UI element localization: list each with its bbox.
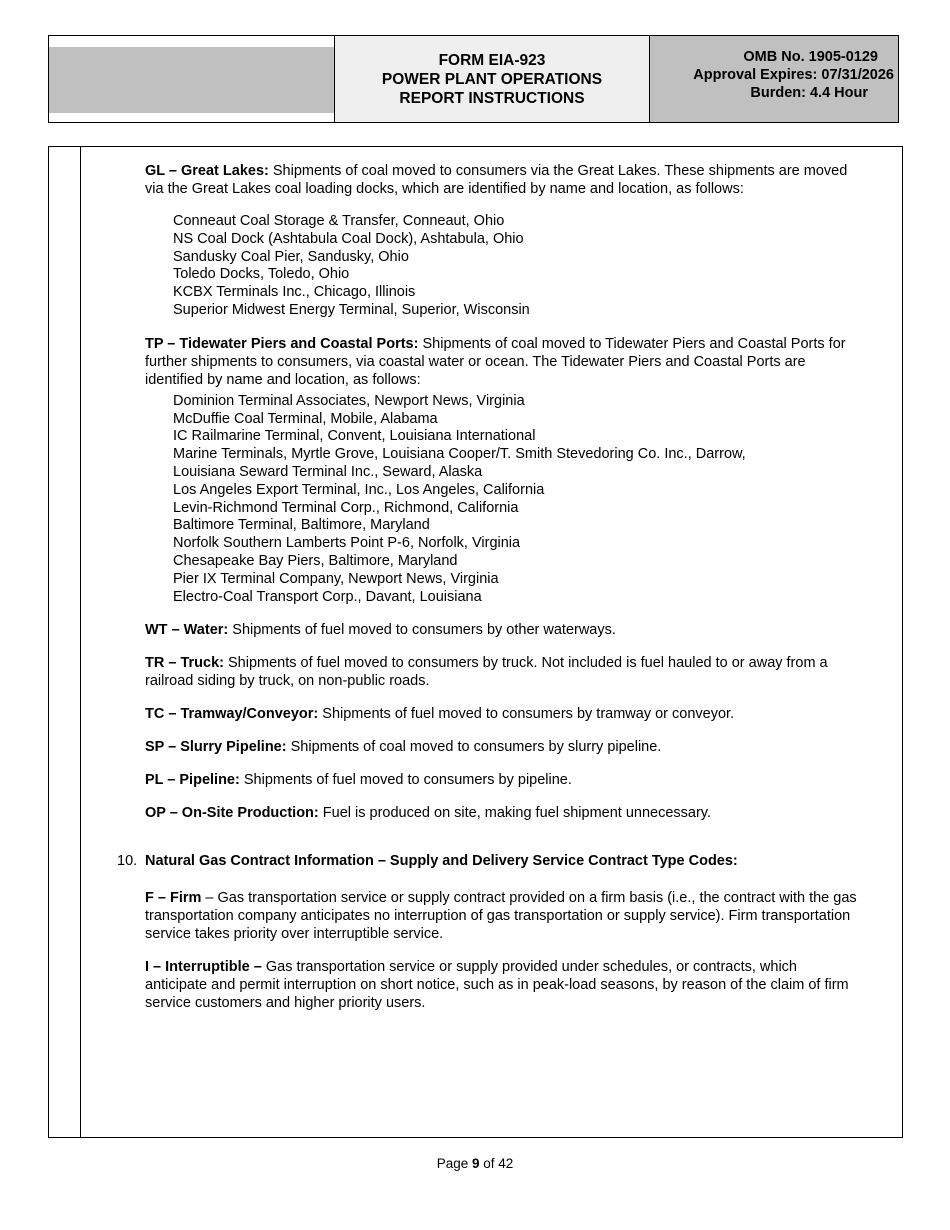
form-title bbox=[335, 36, 650, 122]
code-tc bbox=[145, 705, 857, 723]
code-firm-term: F – Firm bbox=[145, 890, 202, 907]
list-item: Sandusky Coal Pier, Sandusky, Ohio bbox=[173, 248, 409, 265]
form-title-line-2: POWER PLANT OPERATIONS bbox=[381, 70, 603, 88]
code-tc-text: Shipments of fuel moved to consumers by tramway or conveyor. bbox=[318, 706, 735, 723]
code-op-term: OP – On-Site Production: bbox=[145, 805, 319, 822]
code-pl bbox=[145, 771, 857, 789]
tidewater-piers-list bbox=[173, 393, 857, 607]
code-wt-text: Shipments of fuel moved to consumers by other waterways. bbox=[228, 622, 616, 639]
code-tp bbox=[145, 335, 857, 389]
list-item: McDuffie Coal Terminal, Mobile, Alabama bbox=[173, 410, 438, 427]
code-interruptible-term: I – Interruptible – bbox=[145, 959, 262, 976]
form-title-line-3: REPORT INSTRUCTIONS bbox=[399, 89, 585, 107]
omb-info bbox=[650, 36, 898, 122]
great-lakes-docks-list bbox=[173, 213, 857, 320]
code-wt-term: WT – Water: bbox=[145, 622, 229, 639]
code-gl-text: Shipments of coal moved to consumers via the Great Lakes. These shipments are moved via the Great Lakes coal loading docks, which are identified by name and location, as follows: bbox=[145, 163, 848, 197]
code-tr-text: Shipments of fuel moved to consumers by truck. Not included is fuel hauled to or away from a railroad siding by truck, on non-public roads. bbox=[145, 655, 828, 690]
list-item: Superior Midwest Energy Terminal, Superior, Wisconsin bbox=[173, 301, 530, 318]
list-item: Toledo Docks, Toledo, Ohio bbox=[173, 266, 350, 283]
header-grey-block bbox=[49, 47, 334, 113]
page-number: 9 bbox=[471, 1156, 480, 1171]
list-item: Levin-Richmond Terminal Corp., Richmond, California bbox=[173, 499, 519, 516]
code-sp bbox=[145, 738, 857, 756]
code-gl bbox=[145, 162, 857, 198]
code-tp-text: Shipments of coal moved to Tidewater Piers and Coastal Ports for further shipments to consumers, via coastal water or ocean. The Tidewater Piers and Coastal Ports are identified by name and location, as follows: bbox=[145, 335, 846, 388]
omb-number: OMB No. 1905-0129 bbox=[743, 49, 878, 65]
form-header bbox=[48, 35, 899, 123]
code-op bbox=[145, 804, 857, 822]
list-item: Chesapeake Bay Piers, Baltimore, Maryland bbox=[173, 552, 458, 569]
code-pl-text: Shipments of fuel moved to consumers by pipeline. bbox=[239, 772, 572, 789]
section-number: 10. bbox=[117, 853, 138, 870]
list-item: Marine Terminals, Myrtle Grove, Louisiana Cooper/T. Smith Stevedoring Co. Inc., Darrow, bbox=[173, 446, 746, 463]
list-item: KCBX Terminals Inc., Chicago, Illinois bbox=[173, 284, 416, 301]
list-item: Baltimore Terminal, Baltimore, Maryland bbox=[173, 517, 430, 534]
margin-rule bbox=[80, 147, 81, 1137]
code-firm bbox=[145, 889, 857, 943]
list-item: Dominion Terminal Associates, Newport News, Virginia bbox=[173, 392, 525, 409]
list-item: Pier IX Terminal Company, Newport News, Virginia bbox=[173, 570, 499, 587]
page-prefix: Page bbox=[436, 1156, 472, 1171]
code-firm-text: – Gas transportation service or supply contract provided on a firm basis (i.e., the contract with the gas transportation company anticipates no interruption of gas transportation or supply service). Firm transportation service takes priority over interruptible service. bbox=[145, 890, 857, 943]
code-wt bbox=[145, 621, 857, 639]
code-tp-term: TP – Tidewater Piers and Coastal Ports: bbox=[145, 335, 419, 352]
header-left-cell bbox=[49, 36, 335, 122]
list-item: Norfolk Southern Lamberts Point P-6, Norfolk, Virginia bbox=[173, 535, 521, 552]
list-item: Conneaut Coal Storage & Transfer, Conneaut, Ohio bbox=[173, 213, 505, 229]
code-tr-term: TR – Truck: bbox=[145, 655, 224, 672]
code-pl-term: PL – Pipeline: bbox=[145, 772, 240, 789]
code-gl-term: GL – Great Lakes: bbox=[145, 163, 269, 179]
code-tc-term: TC – Tramway/Conveyor: bbox=[145, 706, 319, 723]
page-total: 42 bbox=[498, 1156, 514, 1171]
code-sp-term: SP – Slurry Pipeline: bbox=[145, 739, 287, 756]
list-item: Electro-Coal Transport Corp., Davant, Louisiana bbox=[173, 588, 482, 605]
form-title-line-1: FORM EIA-923 bbox=[438, 51, 546, 69]
code-sp-text: Shipments of coal moved to consumers by slurry pipeline. bbox=[286, 739, 662, 756]
burden-hours: Burden: 4.4 Hour bbox=[750, 85, 868, 101]
code-interruptible-text: Gas transportation service or supply provided under schedules, or contracts, which anticipate and permit interruption on short notice, such as in peak-load seasons, by reason of the claim of firm service customers and higher priority users. bbox=[145, 959, 849, 1012]
page-of: of bbox=[479, 1156, 499, 1171]
section-title: Natural Gas Contract Information – Supply and Delivery Service Contract Type Codes: bbox=[145, 853, 738, 870]
code-op-text: Fuel is produced on site, making fuel shipment unnecessary. bbox=[318, 805, 711, 822]
list-item: Louisiana Seward Terminal Inc., Seward, Alaska bbox=[173, 463, 483, 480]
page-footer bbox=[0, 1156, 950, 1171]
approval-expires: Approval Expires: 07/31/2026 bbox=[693, 67, 894, 83]
instructions-content bbox=[117, 162, 857, 1027]
code-tr bbox=[145, 654, 857, 690]
instructions-body bbox=[48, 146, 903, 1138]
section-10-heading bbox=[117, 852, 857, 870]
list-item: NS Coal Dock (Ashtabula Coal Dock), Ashtabula, Ohio bbox=[173, 230, 524, 247]
list-item: Los Angeles Export Terminal, Inc., Los Angeles, California bbox=[173, 481, 545, 498]
list-item: IC Railmarine Terminal, Convent, Louisiana International bbox=[173, 428, 536, 445]
code-interruptible bbox=[145, 958, 857, 1012]
